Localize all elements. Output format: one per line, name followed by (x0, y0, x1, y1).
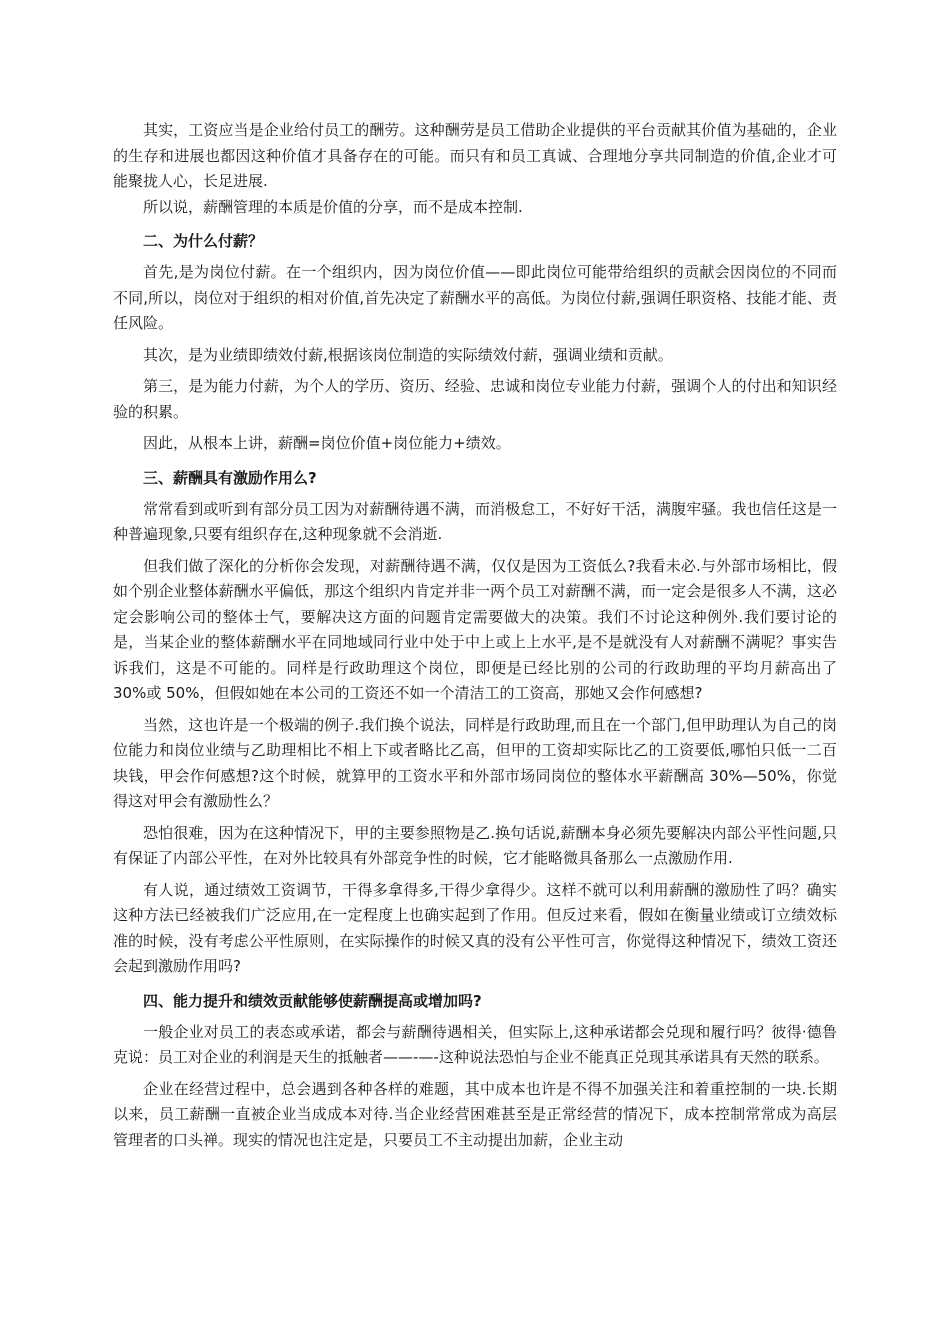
section-heading-4: 四、能力提升和绩效贡献能够使薪酬提高或增加吗? (143, 991, 482, 1010)
section3-paragraph-4: 恐怕很难，因为在这种情况下，甲的主要参照物是乙.换句话说,薪酬本身必须先要解决内部公平性问题,只有保证了内部公平性，在对外比较具有外部竞争性的时候，它才能略微具备那么一点激励作用. (113, 823, 837, 867)
intro-paragraph-1: 其实，工资应当是企业给付员工的酬劳。这种酬劳是员工借助企业提供的平台贡献其价值为基础的，企业的生存和进展也都因这种价值才具备存在的可能。而只有和员工真诚、合理地分享共同制造的价值,企业才可能聚拢人心，长足进展. (113, 121, 837, 190)
section2-paragraph-1: 首先,是为岗位付薪。在一个组织内，因为岗位价值——即此岗位可能带给组织的贡献会因岗位的不同而不同,所以，岗位对于组织的相对价值,首先决定了薪酬水平的高低。为岗位付薪,强调任职资格、技能才能、责任风险。 (113, 263, 837, 332)
section-heading-3: 三、薪酬具有激励作用么? (143, 468, 317, 487)
section3-paragraph-5: 有人说，通过绩效工资调节，干得多拿得多,干得少拿得少。这样不就可以利用薪酬的激励性了吗？确实这种方法已经被我们广泛应用,在一定程度上也确实起到了作用。但反过来看，假如在衡量业绩或订立绩效标准的时候，没有考虑公平性原则，在实际操作的时候又真的没有公平性可言，你觉得这种情况下，绩效工资还会起到激励作用吗? (113, 880, 837, 975)
intro-paragraph-2: 所以说，薪酬管理的本质是价值的分享，而不是成本控制. (143, 197, 523, 216)
section2-paragraph-4: 因此，从根本上讲，薪酬=岗位价值+岗位能力+绩效。 (143, 434, 511, 452)
section3-paragraph-1: 常常看到或听到有部分员工因为对薪酬待遇不满，而消极怠工，不好好干活，满腹牢骚。我也信任这是一种普遍现象,只要有组织存在,这种现象就不会消逝. (113, 499, 837, 543)
section4-paragraph-2: 企业在经营过程中，总会遇到各种各样的难题，其中成本也许是不得不加强关注和着重控制的一块.长期以来，员工薪酬一直被企业当成成本对待.当企业经营困难甚至是正常经营的情况下，成本控制常常成为高层管理者的口头禅。现实的情况也注定是，只要员工不主动提出加薪，企业主动 (113, 1079, 837, 1149)
section4-paragraph-1: 一般企业对员工的表态或承诺，都会与薪酬待遇相关，但实际上,这种承诺都会兑现和履行吗？彼得·德鲁克说：员工对企业的利润是天生的抵触者——-—-这种说法恐怕与企业不能真正兑现其承诺具有天然的联系。 (113, 1022, 837, 1066)
section2-paragraph-3: 第三，是为能力付薪，为个人的学历、资历、经验、忠诚和岗位专业能力付薪，强调个人的付出和知识经验的积累。 (113, 377, 837, 421)
section2-paragraph-2: 其次，是为业绩即绩效付薪,根据该岗位制造的实际绩效付薪，强调业绩和贡献。 (143, 345, 673, 364)
section-heading-2: 二、为什么付薪？ (143, 232, 264, 250)
section3-paragraph-3: 当然，这也许是一个极端的例子.我们换个说法，同样是行政助理,而且在一个部门,但甲助理认为自己的岗位能力和岗位业绩与乙助理相比不相上下或者略比乙高，但甲的工资却实际比乙的工资要低,哪怕只低一二百块钱，甲会作何感想?这个时候，就算甲的工资水平和外部市场同岗位的整体水平薪酬高 30%—50%，你觉得这对甲会有激励性么？ (113, 715, 837, 810)
section3-paragraph-2: 但我们做了深化的分析你会发现，对薪酬待遇不满，仅仅是因为工资低么?我看未必.与外部市场相比，假如个别企业整体薪酬水平偏低，那这个组织内肯定并非一两个员工对薪酬不满，而一定会是很多人不满，这必定会影响公司的整体士气，要解决这方面的问题肯定需要做大的决策。我们不讨论这种例外.我们要讨论的是，当某企业的整体薪酬水平在同地域同行业中处于中上或上上水平,是不是就没有人对薪酬不满呢？事实告诉我们，这是不可能的。同样是行政助理这个岗位，即便是已经比别的公司的行政助理的平均月薪高出了 30%或 50%，但假如她在本公司的工资还不如一个清洁工的工资高，那她又会作何感想? (113, 556, 837, 702)
document-page (113, 118, 837, 1153)
